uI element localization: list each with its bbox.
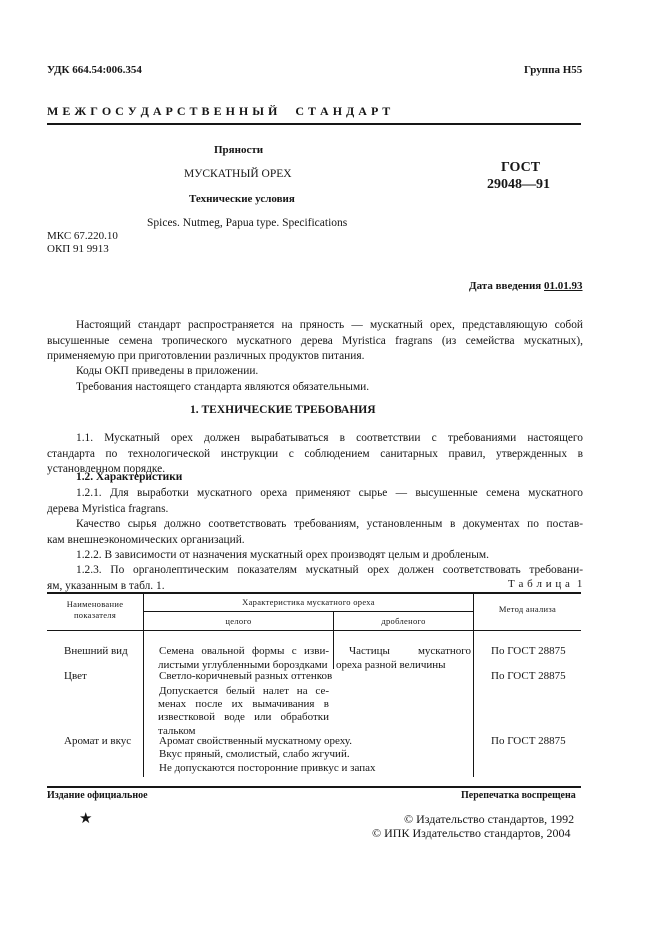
table-head-crushed: дробленого [381,616,426,626]
okp-code: ОКП 91 9913 [47,243,109,255]
table-row-aroma-line-2: Вкус пряный, смолистый, слабо жгучий. [159,748,350,760]
table-row-appearance-method: По ГОСТ 28875 [491,645,566,657]
table-head-indicator: Наименование показателя [66,599,124,620]
header-rule [47,123,581,125]
document-subtitle: Технические условия [189,193,295,205]
table-row-appearance-crushed: Частицы мускатного ореха разной величины [336,645,471,671]
table-row-aroma-name: Аромат и вкус [64,735,132,747]
reprint-prohibited: Перепечатка воспрещена [461,790,576,801]
table-row-aroma-method: По ГОСТ 28875 [491,735,566,747]
standard-type: М Е Ж Г О С У Д А Р С Т В Е Н Н Ы Й С Т А Н Д А Р Т [47,104,391,118]
category-title: Пряности [214,144,264,156]
footer-rule [47,786,581,788]
intro-paragraph-1: Настоящий стандарт распространяется на пряность — мускатный орех, представляющую собой высушенные семена тропического мускатного дерева Myristica fragrans (из семейства мускатных), применяемую при приготовлении различных продуктов питания. [47,319,583,362]
intro-paragraph-3: Требования настоящего стандарта являются обязательными. [76,381,370,393]
intro-date [469,280,583,292]
mks-code: МКС 67.220.10 [47,230,118,242]
clause-1-2-1: 1.2.1. Для выработки мускатного ореха применяют сырье — высушенные семена мускатного дерева Myristica fragrans. [47,487,583,515]
udk-code: УДК 664.54:006.354 [47,64,142,76]
table-row-aroma-line-1: Аромат свойственный мускатному ореху. [159,735,352,747]
group-code: Группа Н55 [524,64,583,76]
quality-paragraph: Качество сырья должно соответствовать требованиям, установленным в документах по постав- кам внешнеэкономических организаций. [47,518,583,546]
copyright-2004: © ИПК Издательство стандартов, 2004 [372,826,571,840]
intro-paragraph-2: Коды ОКП приведены в приложении. [76,365,259,377]
intro-date-value: 01.01.93 [544,280,583,292]
clause-1-2-3: 1.2.3. По органолептическим показателям мускатный орех должен соответствовать требовани- ям, указанным в табл. 1. [47,564,583,592]
table-row-aroma-line-3: Не допускаются посторонние привкус и запах [159,762,376,774]
table-row-color-whole: Светло-коричневый разных оттенков [159,670,333,682]
clause-1-2-2: 1.2.2. В зависимости от назначения мускатный орех производят целым и дробленым. [76,549,489,561]
table-caption: Т а б л и ц а 1 [508,578,583,590]
table-row-appearance-name: Внешний вид [64,645,128,657]
english-title: Spices. Nutmeg, Papua type. Specifications [147,217,348,229]
table-row-appearance-whole: Семена овальной формы с изви- листыми углубленными бороздками [158,645,329,671]
table-body-vline-3 [473,631,474,777]
document-title: МУСКАТНЫЙ ОРЕХ [184,168,292,180]
table-head-method: Метод анализа [498,604,557,614]
section-heading: 1. ТЕХНИЧЕСКИЕ ТРЕБОВАНИЯ [190,404,376,416]
table-row-color-method: По ГОСТ 28875 [491,670,566,682]
star-icon: ★ [79,809,93,827]
clause-1-2: 1.2. Характеристики [76,471,183,483]
intro-date-label: Дата введения [469,280,542,292]
table-body-vline-2 [333,631,334,669]
table-group-border [143,611,473,612]
table-head-whole: целого [225,616,252,626]
table-row-color-name: Цвет [64,670,87,682]
table-head-group: Характеристика мускатного ореха [242,597,375,607]
gost-label: ГОСТ [501,160,541,175]
table-row-color-note: Допускается белый налет на се- менах после их вымачивания в известковой воде или обработки тальком [158,685,329,737]
table-top-border [47,592,581,594]
table-head-border [47,630,581,631]
gost-number: 29048—91 [487,177,550,192]
table-body-vline-1 [143,631,144,777]
official-edition: Издание официальное [47,790,148,801]
clause-1-1: 1.1. Мускатный орех должен вырабатываться в соответствии с требованиями настоящего стандарта по технологической инструкции с соблюдением санитарных правил, утвержденных в установленном порядке. [47,432,583,475]
copyright-1992: © Издательство стандартов, 1992 [404,812,575,826]
